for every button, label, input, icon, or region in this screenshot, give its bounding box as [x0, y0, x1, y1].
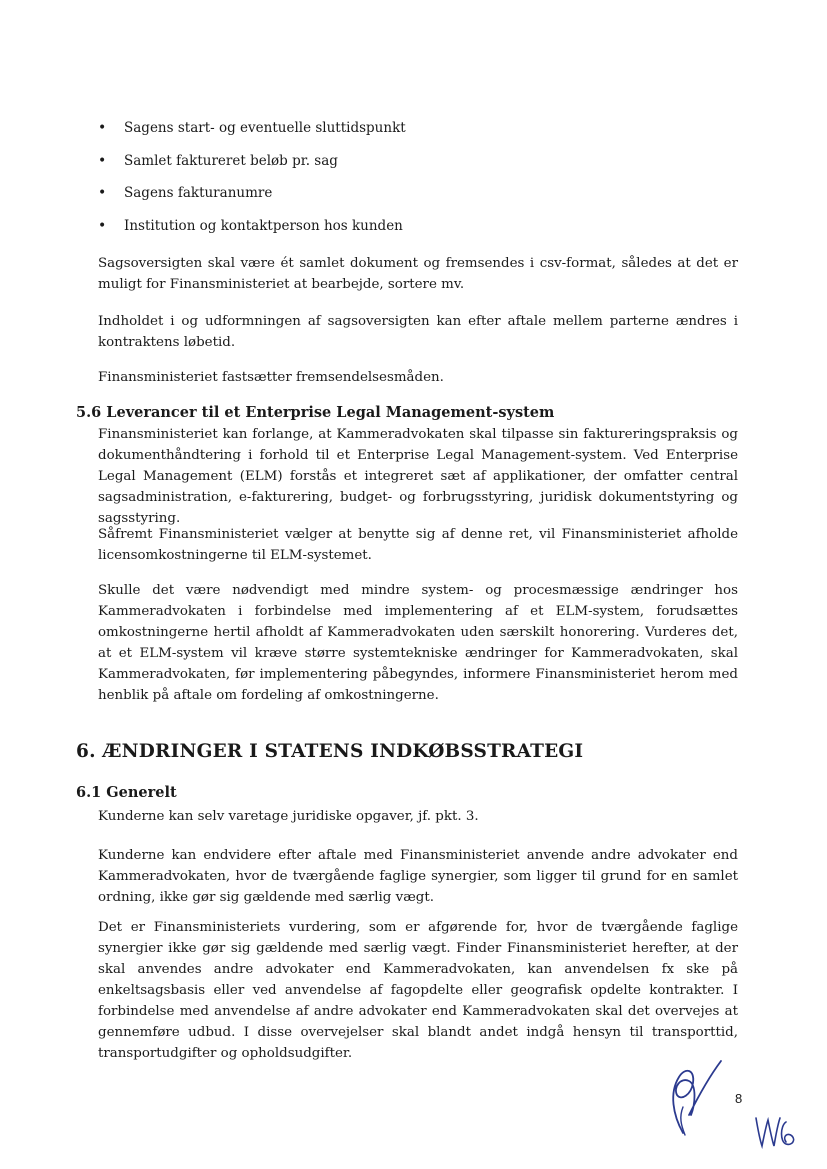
paragraph: Kunderne kan selv varetage juridiske opgaver, jf. pkt. 3.: [98, 809, 479, 824]
list-item: • Sagens start- og eventuelle sluttidspunkt: [98, 118, 738, 151]
list-item: • Institution og kontaktperson hos kunden: [98, 216, 738, 249]
signature-initials: [752, 1112, 802, 1152]
paragraph: Kunderne kan endvidere efter aftale med Finansministeriet anvende andre advokater end Kammeradvokaten, hvor de tværgående faglige synergier, som ligger til grund for en samlet ordning, ikke gør sig gældende med særlig vægt.: [98, 848, 738, 905]
paragraph: Finansministeriet fastsætter fremsendelsesmåden.: [98, 370, 444, 385]
paragraph: Sagsoversigten skal være ét samlet dokument og fremsendes i csv-format, således at det er muligt for Finansministeriet at bearbejde, sortere mv.: [98, 256, 738, 292]
paragraph: Finansministeriet kan forlange, at Kammeradvokaten skal tilpasse sin faktureringspraksis og dokumenthåndtering i forhold til et Enterprise Legal Management-system. Ved Enterprise Legal Management (ELM) forstås et integreret sæt af applikationer, der omfatter central sagsadministration, e-fakturering, budget- og forbrugsstyring, juridisk dokumentstyring og sagsstyring.: [98, 427, 738, 526]
paragraph: Såfremt Finansministeriet vælger at benytte sig af denne ret, vil Finansministeriet afholde licensomkostningerne til ELM-systemet.: [98, 527, 738, 563]
page-number: 8: [735, 1091, 743, 1106]
paragraph: Skulle det være nødvendigt med mindre system- og procesmæssige ændringer hos Kammeradvokaten i forbindelse med implementering af et ELM-system, forudsættes omkostningerne hertil afholdt af Kammeradvokaten uden særskilt honorering. Vurderes det, at et ELM-system vil kræve større systemtekniske ændringer for Kammeradvokaten, skal Kammeradvokaten, før implementering påbegyndes, informere Finansministeriet herom med henblik på aftale om fordeling af omkostningerne.: [98, 583, 738, 703]
section-heading: 5.6 Leverancer til et Enterprise Legal Management-system: [76, 404, 555, 421]
chapter-heading: 6. ÆNDRINGER I STATENS INDKØBSSTRATEGI: [76, 741, 584, 762]
bullet-list: [98, 118, 738, 248]
section-heading: 6.1 Generelt: [76, 784, 177, 801]
list-item: • Sagens fakturanumre: [98, 183, 738, 216]
paragraph: Det er Finansministeriets vurdering, som er afgørende for, hvor de tværgående faglige synergier ikke gør sig gældende med særlig vægt. Finder Finansministeriet herefter, at der skal anvendes andre advokater end Kammeradvokaten, kan anvendelsen fx ske på enkeltsagsbasis eller ved anvendelse af fagopdelte eller geografisk opdelte kontrakter. I forbindelse med anvendelse af andre advokater end Kammeradvokaten skal det overvejes at gennemføre udbud. I disse overvejelser skal blandt andet indgå hensyn til transporttid, transportudgifter og opholdsudgifter.: [98, 920, 738, 1061]
list-item: • Samlet faktureret beløb pr. sag: [98, 151, 738, 184]
paragraph: Indholdet i og udformningen af sagsoversigten kan efter aftale mellem parterne ændres i kontraktens løbetid.: [98, 314, 738, 350]
signature-initials: [655, 1055, 725, 1145]
